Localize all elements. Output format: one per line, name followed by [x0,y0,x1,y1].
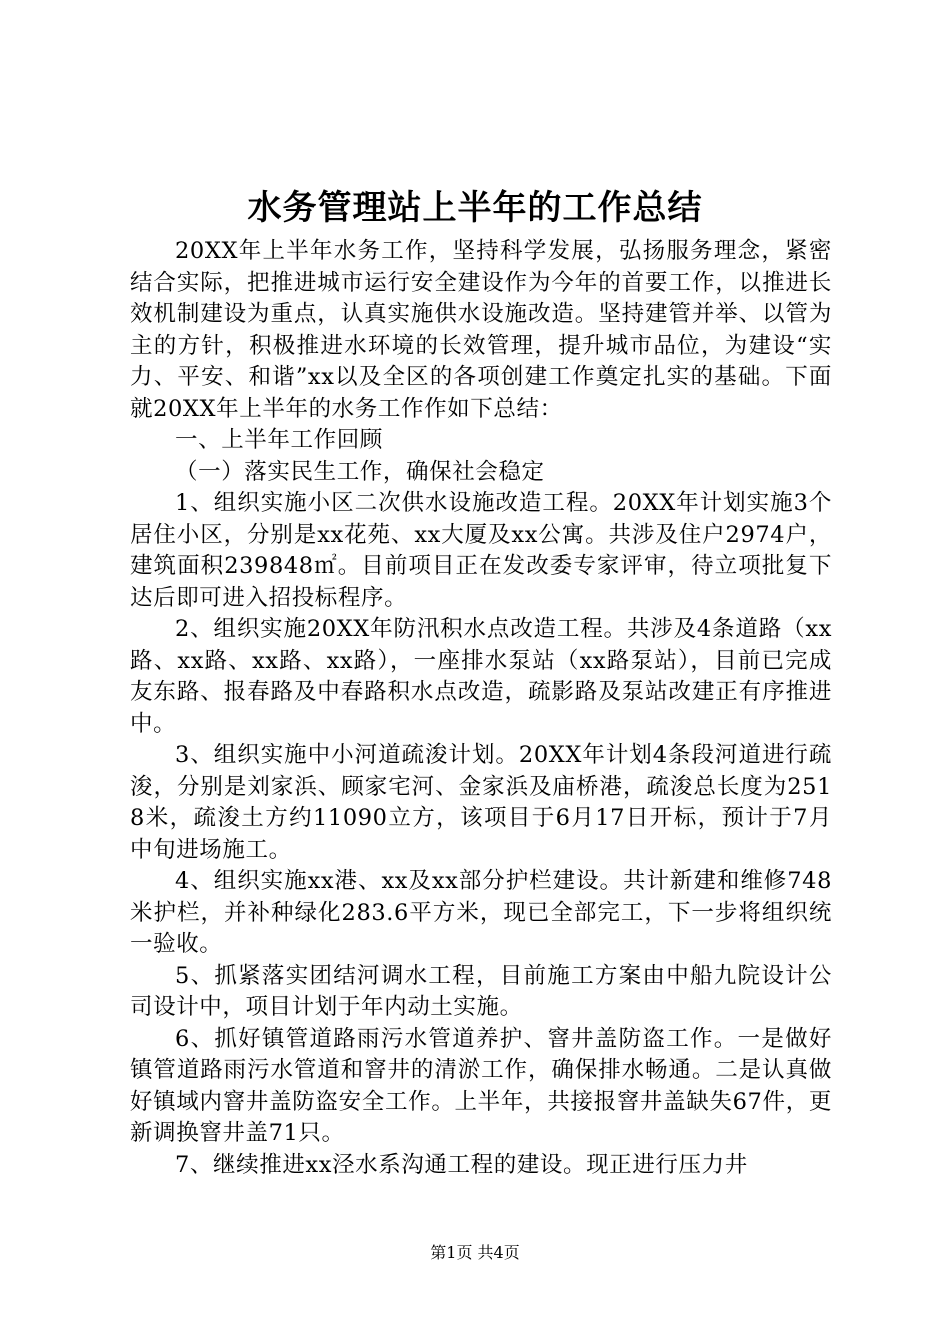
item-paragraph-5: 5、抓紧落实团结河调水工程，目前施工方案由中船九院设计公司设计中，项目计划于年内动土实施。 [130,962,832,1020]
item-paragraph-3: 3、组织实施中小河道疏浚计划。20XX年计划4条段河道进行疏浚，分别是刘家浜、顾家宅河、金家浜及庙桥港，疏浚总长度为2518米，疏浚土方约11090立方，该项目于6月17日开标，预计于7月中旬进场施工。 [130,742,832,863]
item-paragraph-2: 2、组织实施20XX年防汛积水点改造工程。共涉及4条道路（xx路、xx路、xx路、xx路），一座排水泵站（xx路泵站），目前已完成友东路、报春路及中春路积水点改造，疏影路及泵站改建正有序推进中。 [130,616,832,737]
section-heading: 一、上半年工作回顾 [175,427,383,453]
page-number: 第1页 共4页 [430,1243,520,1262]
intro-paragraph: 20XX年上半年水务工作，坚持科学发展，弘扬服务理念，紧密结合实际，把推进城市运行安全建设作为今年的首要工作，以推进长效机制建设为重点，认真实施供水设施改造。坚持建管并举、以管为主的方针，积极推进水环境的长效管理，提升城市品位，为建设“实力、平安、和谐”xx以及全区的各项创建工作奠定扎实的基础。下面就20XX年上半年的水务工作作如下总结： [130,238,832,422]
item-paragraph-7: 7、继续推进xx泾水系沟通工程的建设。现正进行压力井 [175,1151,748,1178]
document-body [130,236,832,1181]
item-paragraph-6: 6、抓好镇管道路雨污水管道养护、窨井盖防盗工作。一是做好镇管道路雨污水管道和窨井的清淤工作，确保排水畅通。二是认真做好镇域内窨井盖防盗安全工作。上半年，共接报窨井盖缺失67件，更新调换窨井盖71只。 [130,1025,832,1146]
subsection-heading: （一）落实民生工作，确保社会稳定 [175,458,545,485]
item-paragraph-1: 1、组织实施小区二次供水设施改造工程。20XX年计划实施3个居住小区，分别是xx花苑、xx大厦及xx公寓。共涉及住户2974户，建筑面积239848㎡。目前项目正在发改委专家评审，待立项批复下达后即可进入招投标程序。 [130,490,832,611]
item-paragraph-4: 4、组织实施xx港、xx及xx部分护栏建设。共计新建和维修748米护栏，并补种绿化283.6平方米，现已全部完工，下一步将组织统一验收。 [130,868,832,957]
document-title: 水务管理站上半年的工作总结 [247,188,703,228]
